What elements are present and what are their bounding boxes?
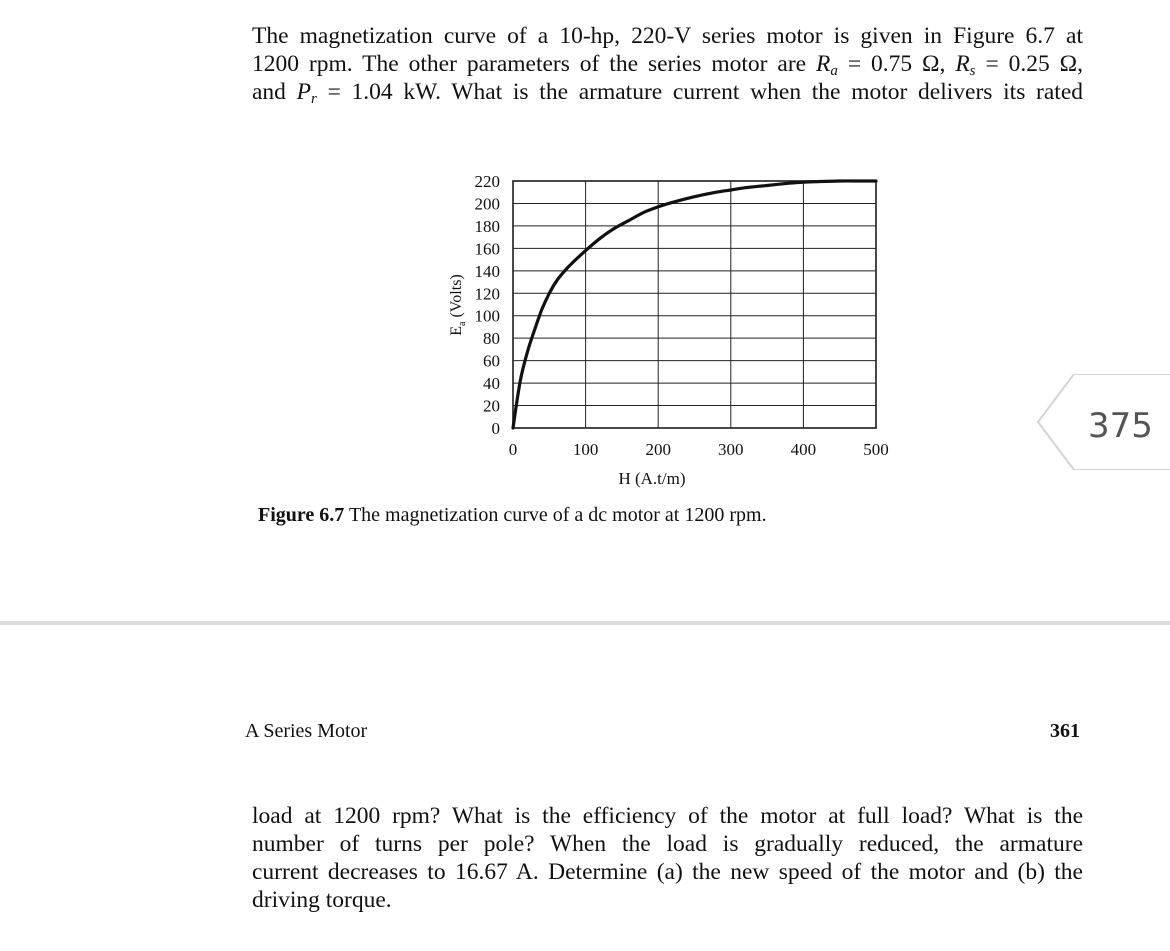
page-tab-number: 375	[1088, 406, 1153, 446]
y-tick-label: 60	[483, 351, 500, 371]
magnetization-chart	[420, 165, 920, 495]
x-axis-label: H (A.t/m)	[618, 469, 686, 488]
y-tick-label: 0	[491, 419, 500, 438]
x-tick-label: 200	[645, 440, 671, 459]
text-line: 1200 rpm. The other parameters of the series motor are $R_a = 0.75$ Ω, $R_s = 0.25$ Ω,	[252, 51, 1083, 79]
magnetization-curve-line	[513, 181, 876, 428]
x-tick-label: 400	[790, 440, 817, 459]
text-line: number of turns per pole? When the load is gradually reduced, the armature	[252, 831, 1083, 857]
running-head-title: A Series Motor	[245, 720, 368, 742]
magnetization-curve-figure	[420, 165, 920, 495]
y-tick-label: 160	[474, 239, 500, 259]
y-tick-label: 180	[474, 216, 500, 236]
y-tick-label: 220	[474, 172, 500, 191]
page-number: 361	[1050, 720, 1080, 742]
text-line: The magnetization curve of a 10-hp, 220-V series motor is given in Figure 6.7 at	[252, 23, 1083, 49]
caption-label: Figure 6.7	[258, 504, 345, 526]
y-tick-label: 80	[483, 329, 500, 349]
x-tick-label: 0	[508, 440, 518, 459]
problem-text-bottom	[252, 802, 1083, 914]
y-axis-label: $E_a$ (Volts)	[448, 274, 468, 336]
plot-frame	[513, 181, 876, 428]
text-line: driving torque.	[252, 887, 392, 913]
problem-text-top	[252, 22, 1083, 106]
y-tick-label: 20	[483, 396, 500, 416]
y-tick-label: 140	[474, 261, 500, 281]
y-tick-label: 120	[474, 284, 500, 304]
page-divider	[0, 621, 1170, 625]
text-line: current decreases to 16.67 A. Determine (a) the new speed of the motor and (b) the	[252, 859, 1083, 885]
text-line: load at 1200 rpm? What is the efficiency of the motor at full load? What is the	[252, 803, 1083, 829]
x-tick-label: 300	[718, 440, 744, 459]
y-tick-label: 100	[474, 306, 500, 326]
figure-caption	[258, 504, 767, 527]
x-tick-label: 100	[572, 440, 599, 459]
text-line: and $P_r = 1.04$ kW. What is the armature current when the motor delivers its rated	[252, 79, 1084, 107]
x-tick-label: 500	[863, 440, 889, 459]
y-tick-label: 200	[474, 194, 500, 214]
caption-text: The magnetization curve of a dc motor at 1200 rpm.	[348, 504, 767, 526]
y-tick-label: 40	[483, 374, 500, 394]
